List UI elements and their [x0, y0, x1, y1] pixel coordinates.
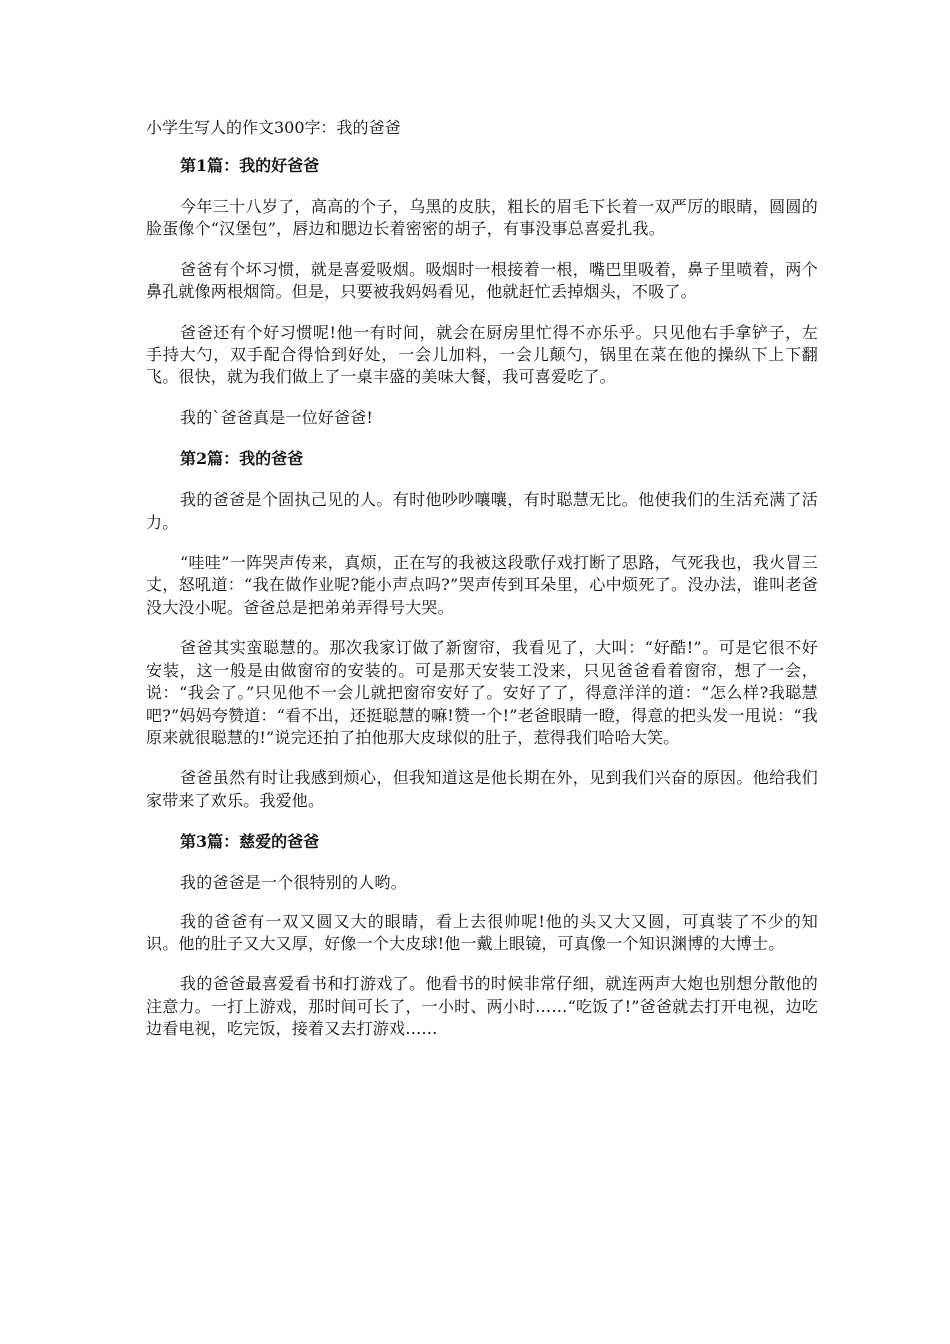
paragraph: 爸爸有个坏习惯，就是喜爱吸烟。吸烟时一根接着一根，嘴巴里吸着，鼻子里喷着，两个鼻孔就像两根烟筒。但是，只要被我妈妈看见，他就赶忙丢掉烟头，不吸了。: [146, 259, 818, 302]
paragraph: 爸爸虽然有时让我感到烦心，但我知道这是他长期在外，见到我们兴奋的原因。他给我们家带来了欢乐。我爱他。: [146, 768, 818, 810]
paragraph: 我的爸爸最喜爱看书和打游戏了。他看书的时候非常仔细，就连两声大炮也别想分散他的注意力。一打上游戏，那时间可长了，一小时、两小时……“吃饭了!”爸爸就去打开电视，边吃边看电视，吃完饭，接着又去打游戏……: [146, 974, 818, 1039]
paragraph: “哇哇”一阵哭声传来，真烦，正在写的我被这段歌仔戏打断了思路，气死我也，我火冒三丈，怒吼道：“我在做作业呢?能小声点吗?”哭声传到耳朵里，心中烦死了。没办法，谁叫老爸没大没小呢。爸爸总是把弟弟弄得号大哭。: [146, 553, 818, 617]
section-heading: 第3篇：慈爱的爸爸: [180, 832, 320, 852]
paragraph: 我的爸爸是一个很特别的人哟。: [180, 873, 407, 893]
section-2: [146, 445, 818, 812]
paragraph: 我的`爸爸真是一位好爸爸!: [180, 407, 374, 427]
paragraph: 我的爸爸有一双又圆又大的眼睛，看上去很帅呢!他的头又大又圆，可真装了不少的知识。他的肚子又大又厚，好像一个大皮球!他一戴上眼镜，可真像一个知识渊博的大博士。: [146, 911, 818, 953]
section-3: [146, 828, 818, 1040]
document-body: [146, 114, 818, 1059]
document-title: 小学生写人的作文300字：我的爸爸: [146, 118, 401, 137]
paragraph: 爸爸其实蛮聪慧的。那次我家订做了新窗帘，我看见了，大叫：“好酷!”。可是它很不好安装，这一般是由做窗帘的安装的。可是那天安装工没来，只见爸爸看着窗帘，想了一会，说：“我会了。”只见他不一会儿就把窗帘安好了。安好了了，得意洋洋的道：“怎么样?我聪慧吧?”妈妈夸赞道：“看不出，还挺聪慧的嘛!赞一个!”老爸眼睛一瞪，得意的把头发一甩说：“我原来就很聪慧的!”说完还拍了拍他那大皮球似的肚子，惹得我们哈哈大笑。: [146, 638, 818, 747]
section-1: [146, 152, 818, 429]
section-heading: 第2篇：我的爸爸: [180, 449, 304, 469]
paragraph: 爸爸还有个好习惯呢!他一有时间，就会在厨房里忙得不亦乐乎。只见他右手拿铲子，左手持大勺，双手配合得恰到好处，一会儿加料，一会儿颠勺，锅里在菜在他的操纵下上下翻飞。很快，就为我们做上了一桌丰盛的美味大餐，我可喜爱吃了。: [146, 322, 818, 387]
paragraph: 今年三十八岁了，高高的个子，乌黑的皮肤，粗长的眉毛下长着一双严厉的眼睛，圆圆的脸蛋像个“汉堡包”，唇边和腮边长着密密的胡子，有事没事总喜爱扎我。: [146, 197, 818, 239]
section-heading: 第1篇：我的好爸爸: [180, 156, 320, 175]
paragraph: 我的爸爸是个固执己见的人。有时他吵吵嚷嚷，有时聪慧无比。他使我们的生活充满了活力。: [146, 490, 818, 532]
